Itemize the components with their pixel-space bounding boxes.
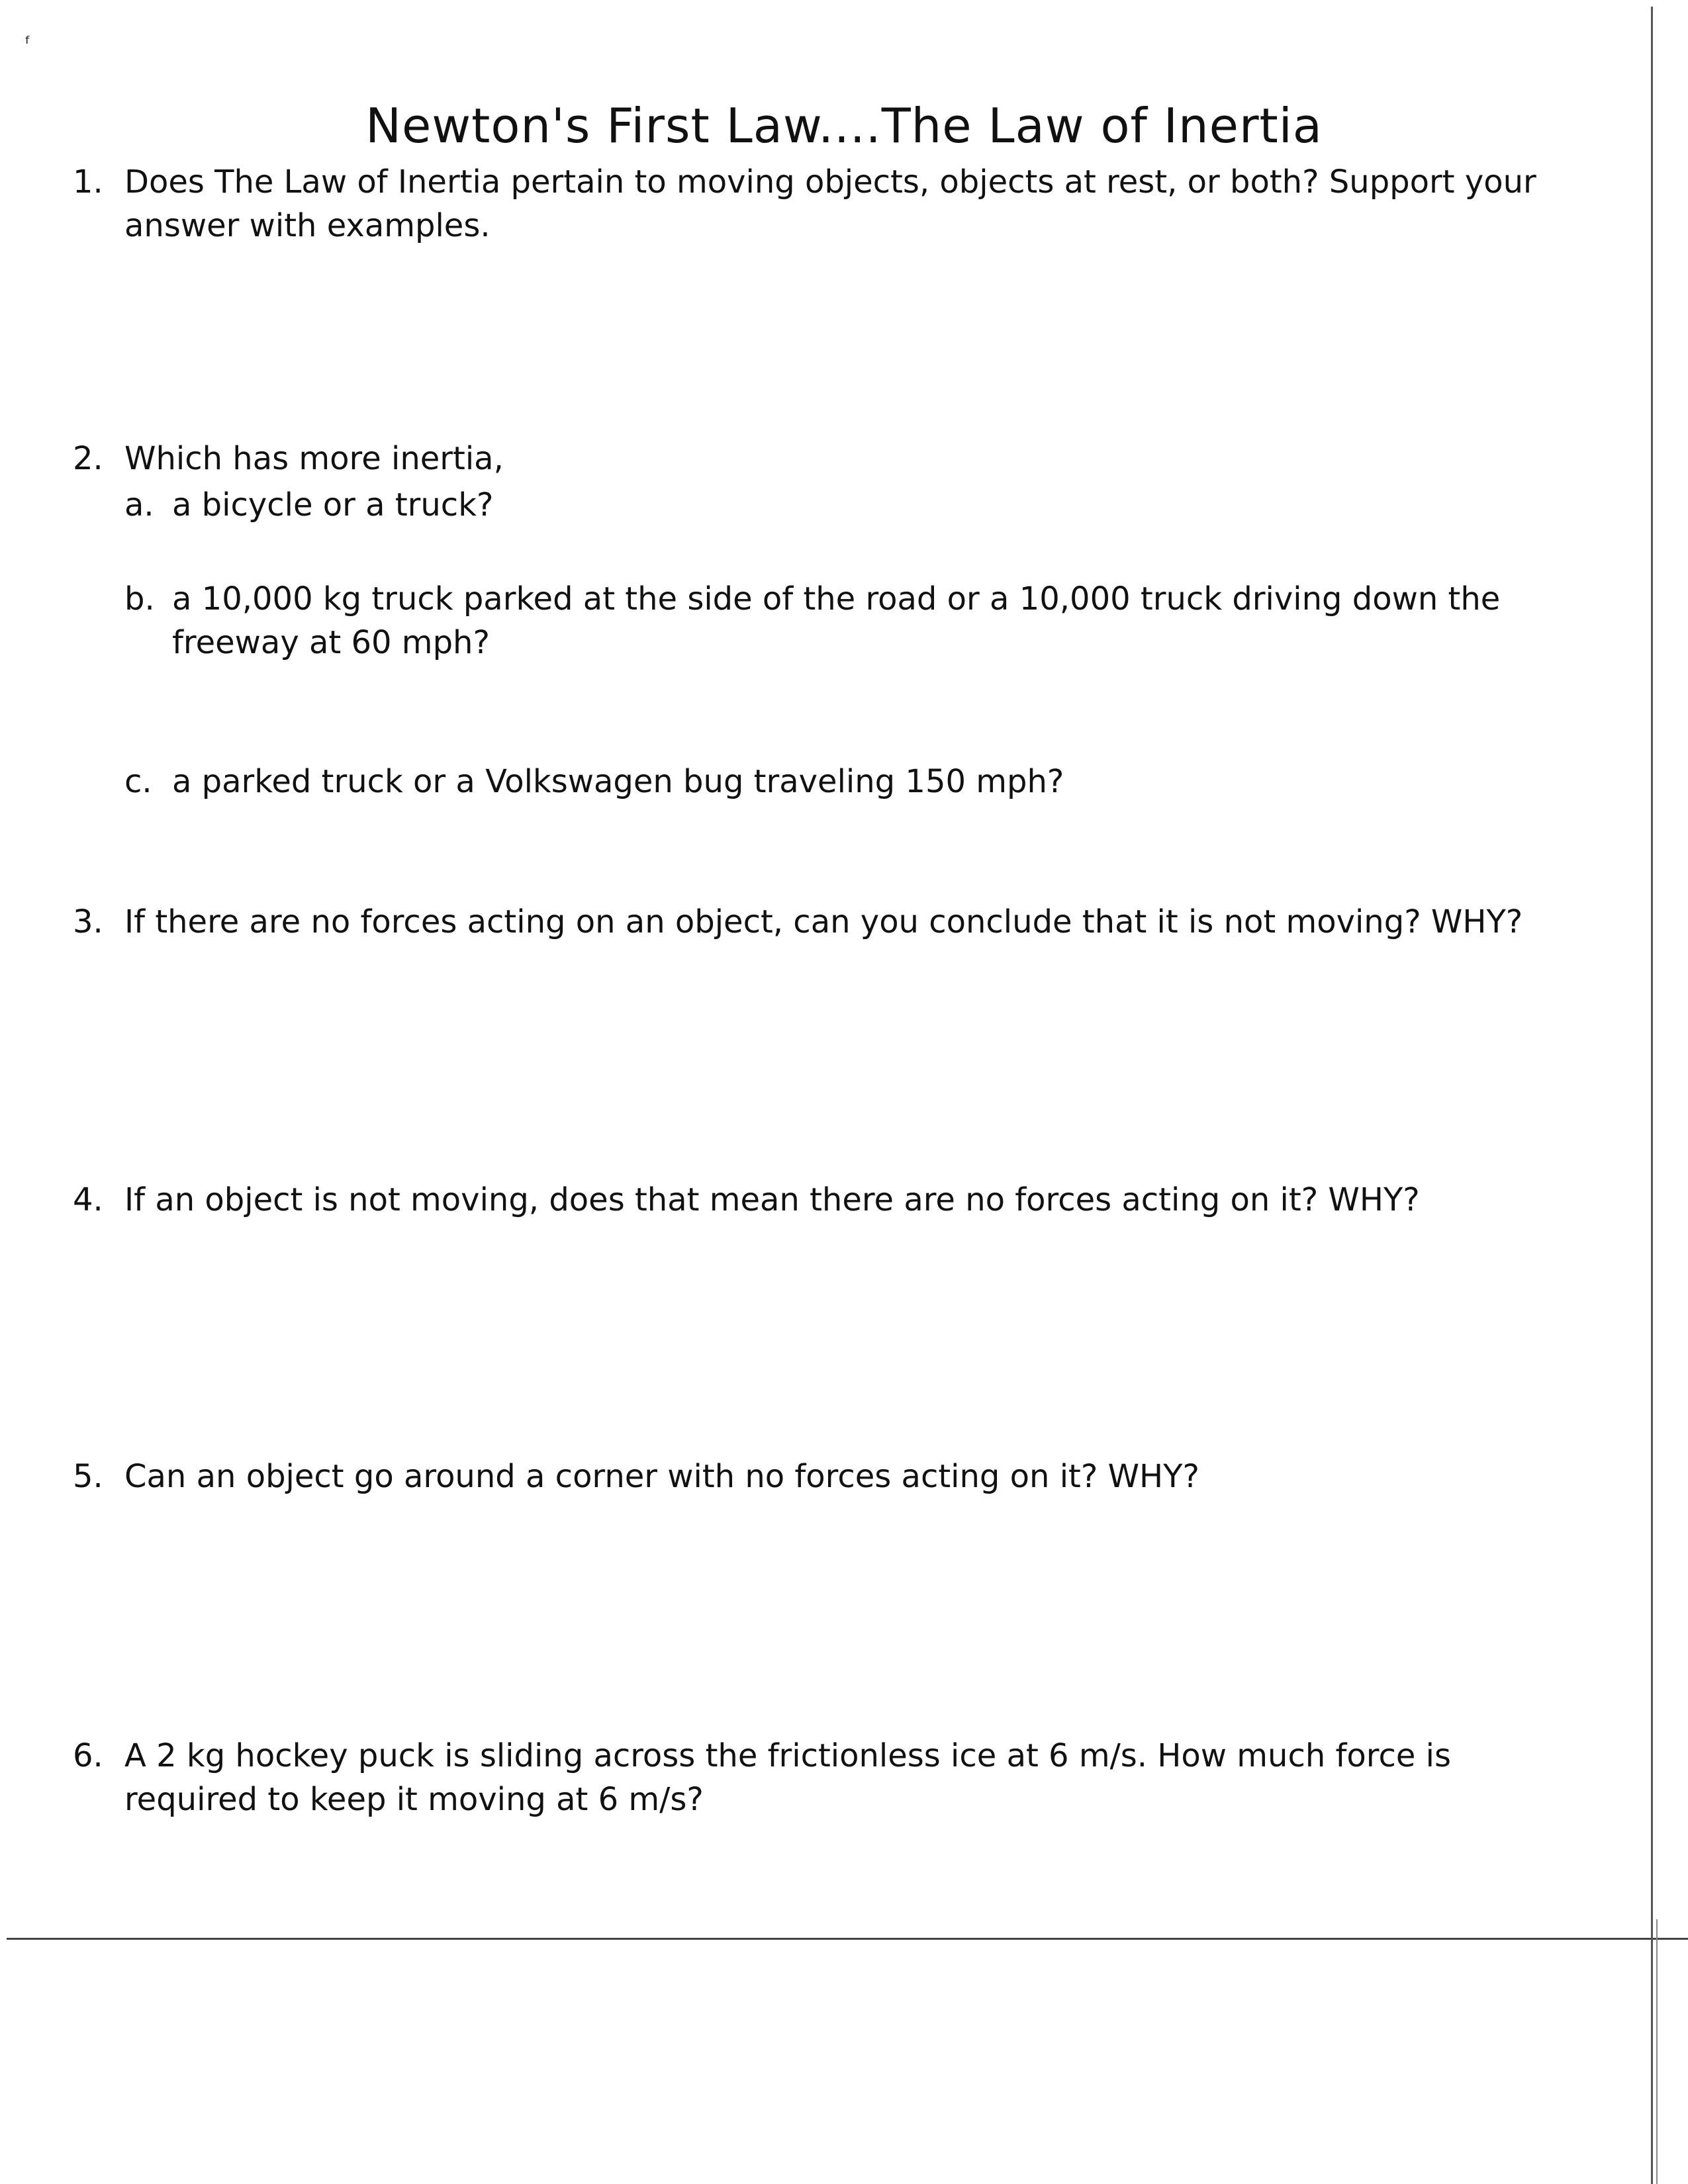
- question-5: [73, 1455, 1595, 1501]
- question-number: 3.: [73, 903, 103, 940]
- scan-speck: ᶠ: [25, 32, 31, 54]
- question-text-line: Which has more inertia,: [124, 440, 504, 477]
- part-text-line: a parked truck or a Volkswagen bug traveling 150 mph?: [172, 763, 1064, 800]
- question-text-line: answer with examples.: [124, 207, 491, 244]
- question-2: [73, 437, 1595, 483]
- question-1: [73, 160, 1595, 253]
- right-margin-line-secondary: [1656, 1919, 1658, 2184]
- question-3: [73, 900, 1595, 946]
- question-number: 2.: [73, 440, 103, 477]
- question-number: 5.: [73, 1458, 103, 1495]
- question-text-line: required to keep it moving at 6 m/s?: [124, 1781, 704, 1818]
- part-text-line: a 10,000 kg truck parked at the side of the road or a 10,000 truck driving down the: [172, 580, 1501, 617]
- question-number: 6.: [73, 1737, 103, 1774]
- part-text-line: freeway at 60 mph?: [172, 624, 490, 661]
- question-text-line: If an object is not moving, does that mean there are no forces acting on it? WHY?: [124, 1181, 1420, 1218]
- part-text-line: a bicycle or a truck?: [172, 486, 494, 523]
- horizontal-divider: [7, 1938, 1688, 1940]
- question-2-part-a: [124, 483, 1581, 529]
- page-title: Newton's First Law....The Law of Inertia: [365, 98, 1323, 154]
- question-4: [73, 1178, 1595, 1224]
- question-text-line: Can an object go around a corner with no forces acting on it? WHY?: [124, 1458, 1199, 1495]
- question-text-line: If there are no forces acting on an object, can you conclude that it is not moving? WHY?: [124, 903, 1523, 940]
- question-2-part-c: [124, 760, 1581, 806]
- part-label: c.: [124, 763, 152, 800]
- question-text-line: A 2 kg hockey puck is sliding across the frictionless ice at 6 m/s. How much force is: [124, 1737, 1451, 1774]
- part-label: a.: [124, 486, 154, 523]
- part-label: b.: [124, 580, 155, 617]
- question-2-part-b: [124, 577, 1581, 670]
- right-margin-line: [1651, 7, 1653, 2184]
- question-number: 4.: [73, 1181, 103, 1218]
- question-6: [73, 1734, 1595, 1827]
- question-number: 1.: [73, 163, 103, 201]
- question-text-line: Does The Law of Inertia pertain to moving objects, objects at rest, or both? Support your: [124, 163, 1536, 201]
